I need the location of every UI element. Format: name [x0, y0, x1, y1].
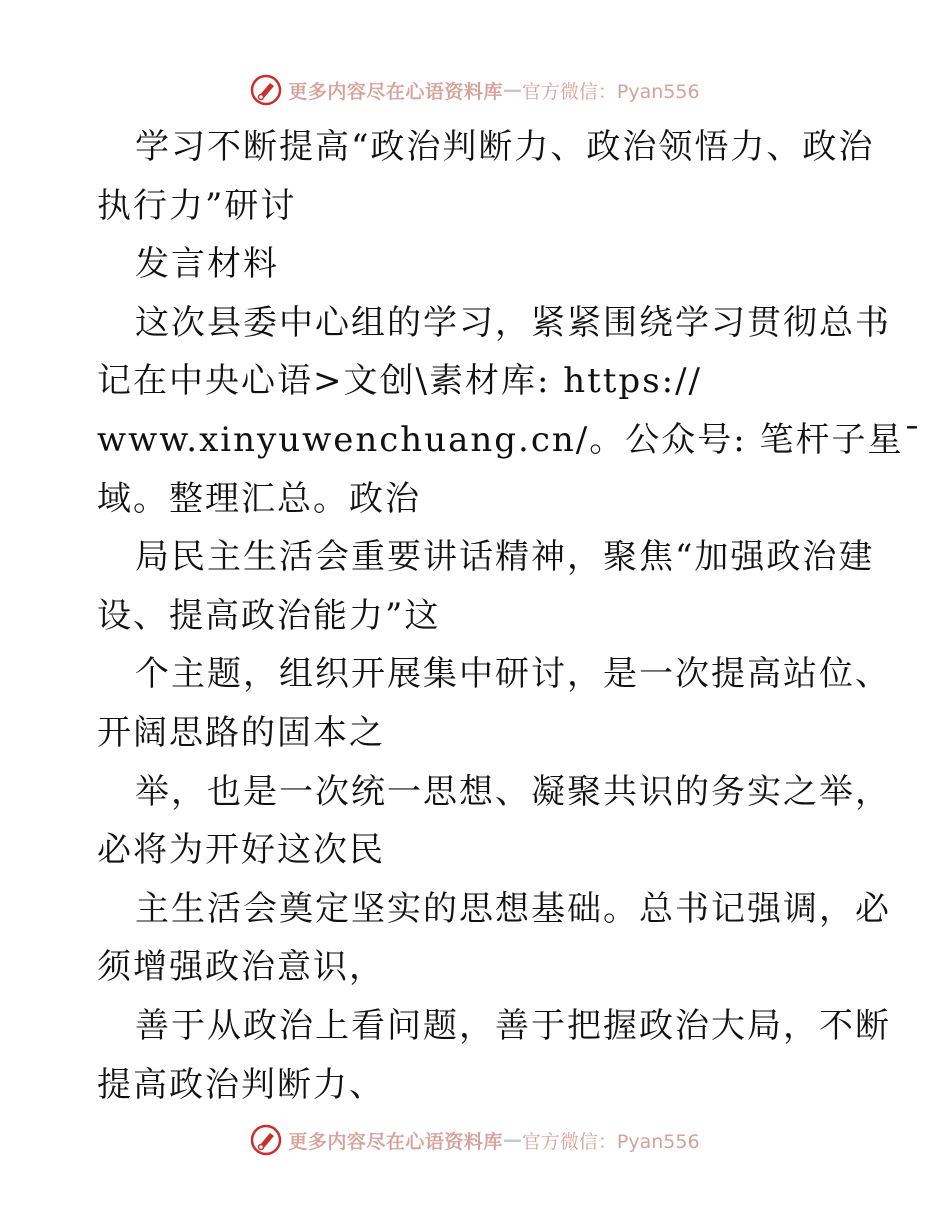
text-line: 必将为开好这次民: [97, 830, 385, 871]
text-line: 设、提高政治能力”这: [97, 595, 441, 636]
text-line: 主生活会奠定坚实的思想基础。总书记强调，必: [135, 888, 891, 929]
brush-logo-icon: [250, 74, 282, 106]
header-watermark: [0, 70, 950, 110]
brush-logo-icon: [250, 1124, 282, 1156]
watermark-main-text: 更多内容尽在心语资料库: [288, 1130, 503, 1153]
footer-watermark: [0, 1120, 950, 1160]
text-line: 善于从政治上看问题，善于把握政治大局，不断: [135, 1005, 891, 1046]
text-line: 提高政治判断力、: [97, 1064, 385, 1105]
text-line: 记在中央心语>文创\素材库: https://: [97, 361, 703, 402]
text-line: 执行力”研讨: [97, 185, 297, 226]
document-body: [97, 118, 923, 1114]
text-line: 个主题，组织开展集中研讨，是一次提高站位、: [135, 654, 891, 695]
watermark-wechat-text: 官方微信：Pyan556: [521, 80, 700, 103]
text-line: 局民主生活会重要讲话精神，聚焦“加强政治建: [135, 537, 875, 578]
text-line: 开阔思路的固本之: [97, 712, 385, 753]
text-line: www.xinyuwenchuang.cn/。公众号: 笔杆子星¯: [97, 419, 923, 460]
watermark-separator: —: [502, 1129, 522, 1151]
text-line: 域。整理汇总。政治: [97, 478, 421, 519]
watermark-separator: —: [502, 79, 522, 101]
watermark-main-text: 更多内容尽在心语资料库: [288, 80, 503, 103]
watermark-wechat-text: 官方微信：Pyan556: [521, 1130, 700, 1153]
text-line: 发言材料: [135, 244, 279, 285]
text-line: 这次县委中心组的学习，紧紧围绕学习贯彻总书: [135, 302, 891, 343]
text-line: 须增强政治意识，: [97, 947, 385, 988]
text-line: 举，也是一次统一思想、凝聚共识的务实之举，: [135, 771, 891, 812]
text-line: 学习不断提高“政治判断力、政治领悟力、政治: [135, 127, 875, 167]
